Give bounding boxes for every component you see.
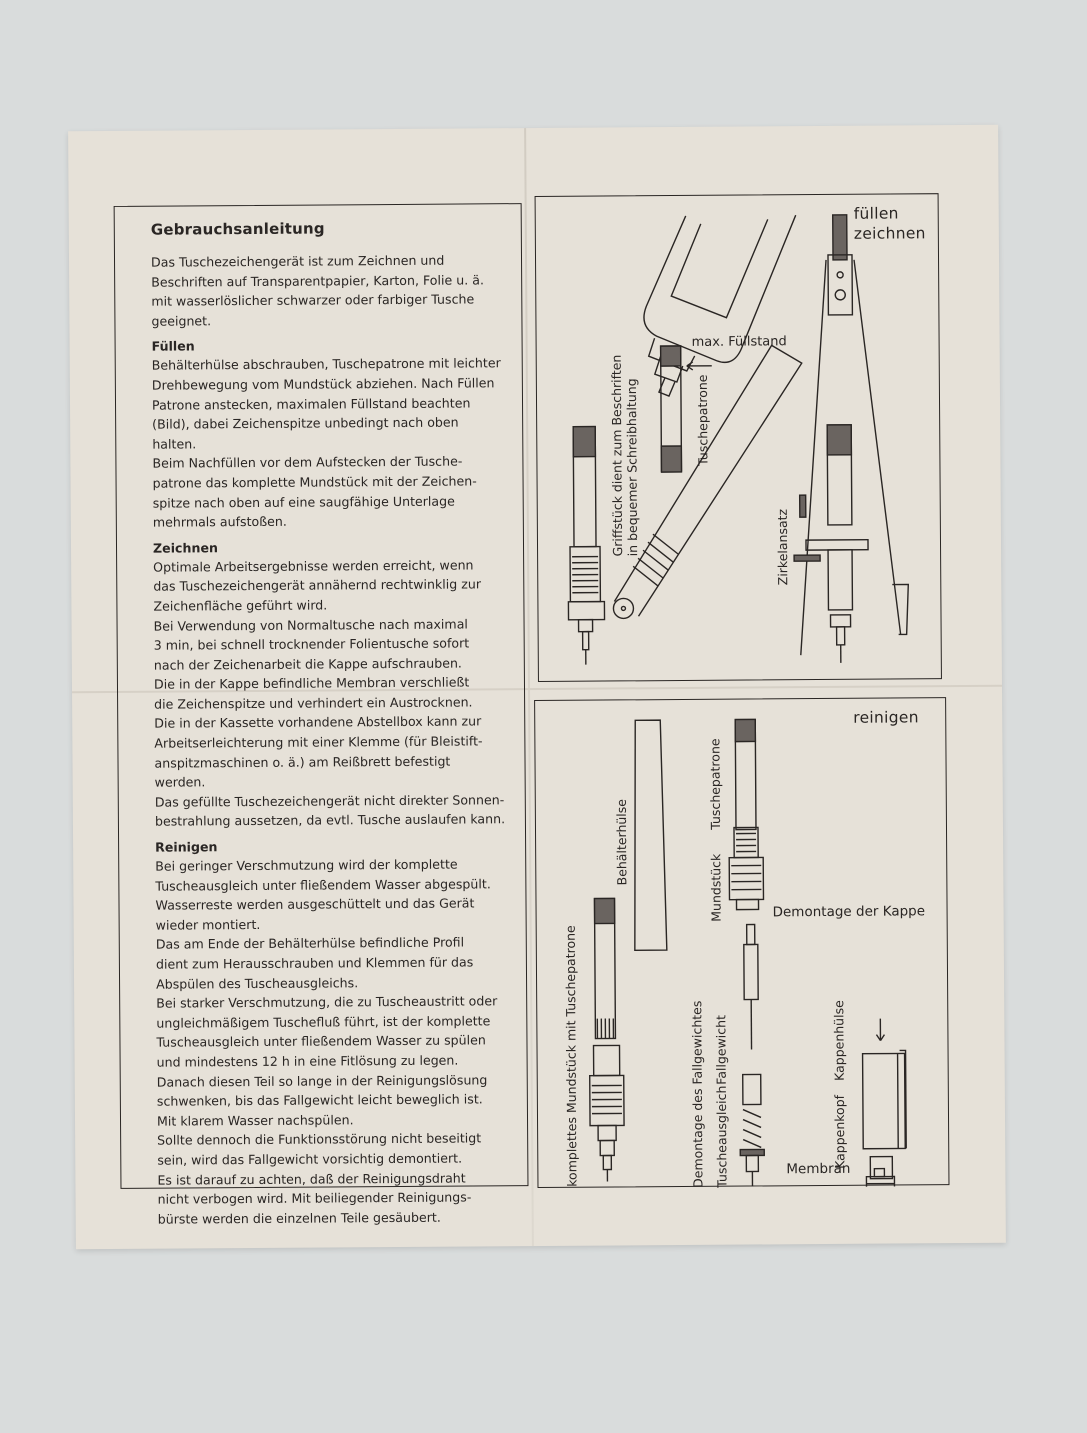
label-cartridge: Tuschepatrone: [694, 374, 711, 466]
label-cap-sleeve: Kappenhülse: [831, 1000, 847, 1081]
label-complete-mouthpiece: komplettes Mundstück mit Tuschepatrone: [562, 925, 580, 1187]
cleaning-diagram: [534, 697, 949, 1188]
label-grip-line1: Griffstück dient zum Beschriften: [608, 354, 626, 557]
instructions-textbox: [114, 203, 529, 1227]
label-weight: Fallgewicht: [713, 1015, 729, 1085]
label-compass-attachment: Zirkelansatz: [774, 508, 791, 586]
fill-draw-diagram: [535, 193, 942, 682]
section-heading-fill: Füllen: [151, 338, 195, 355]
holder-sleeve-icon: [633, 720, 667, 950]
section-heading-clean: Reinigen: [155, 839, 218, 855]
cap-parts-icon: [862, 1018, 906, 1189]
grip-pen-icon: [567, 345, 804, 665]
label-fill: füllen: [853, 204, 899, 223]
complete-mouthpiece-icon: [588, 898, 624, 1181]
label-max-fill-level: max. Füllstand: [691, 334, 787, 350]
label-clean: reinigen: [853, 708, 919, 727]
label-draw: zeichnen: [853, 224, 926, 243]
instructions-title: Gebrauchsanleitung: [150, 219, 325, 239]
section-body-clean: Bei geringer Verschmutzung wird der komplette Tuscheausgleich unter fließendem Wasser abgespült. Wasserreste werden ausgeschüttelt und das Gerät wieder montiert. Das am Ende der Behälterhülse befindliche Profil dient zum Herausschrauben und Klemmen für das Abspülen des Tuscheausgleichs. Bei starker Verschmutzung, die zu Tuscheaustritt oder ungleichmäßigem Tuschefluß führt, ist der komplette Tuscheausgleich unter fließendem Wasser zu spülen und mindestens 12 h in eine Fitlösung zu legen. Danach diesen Teil so lange in der Reinigungslösung schwenken, bis das Fallgewicht leicht beweglich ist. Mit klarem Wasser nachspülen. Sollte dennoch die Funktionsstörung nicht beseitigt sein, wird das Fallgewicht vorsichtig demontiert. Es ist darauf zu achten, daß der Reinigungsdraht nicht verbogen wird. Mit beiliegender Reinigungs- bürste werden die einzelnen Teile gesäubert.: [155, 856, 498, 1227]
label-membrane: Membran: [786, 1160, 851, 1178]
section-heading-draw: Zeichnen: [152, 539, 218, 556]
label-grip-line2: in bequemer Schreibhaltung: [623, 378, 641, 557]
mouthpiece-cartridge-icon: [728, 719, 763, 909]
label-weight-disassembly: Demontage des Fallgewichtes: [689, 1000, 706, 1188]
section-body-draw: Optimale Arbeitsergebnisse werden erreicht, wenn das Tuschezeichengerät annähernd rechtwinklig zur Zeichenfläche geführt wird. Bei Verwendung von Normaltusche nach maximal 3 min, bei schnell trocknender Folientusche sofort nach der Zeichenarbeit die Kappe aufschrauben. Die in der Kappe befindliche Membran verschließt die Zeichenspitze und verhindert ein Austrocknen. Die in der Kassette vorhandene Abstellbox kann zur Arbeitserleichterung mit einer Klemme (für Bleistift- anspitzmaschinen o. ä.) am Reißbrett befestigt werden. Das gefüllte Tuschezeichengerät nicht direkter Sonnen- bestrahlung aussetzen, da evtl. Tusche auslaufen kann.: [153, 557, 506, 830]
label-holder-sleeve: Behälterhülse: [613, 799, 630, 886]
label-mouthpiece: Mundstück: [708, 853, 724, 922]
weight-disassembly-icon: [739, 924, 765, 1186]
intro-paragraph: Das Tuschezeichengerät ist zum Zeichnen und Beschriften auf Transparentpapier, Karton, Folie u. ä. mit wasserlöslicher schwarzer oder farbiger Tusche geeignet.: [150, 252, 484, 329]
compass-icon: [792, 214, 909, 663]
fill-draw-illustration: [536, 194, 943, 683]
cleaning-illustration: [535, 698, 950, 1189]
label-cap-disassembly: Demontage der Kappe: [772, 903, 926, 921]
label-ink-compensator: Tuscheausgleich: [713, 1085, 730, 1188]
instruction-sheet: [68, 125, 1006, 1249]
label-mouthpiece-cartridge: Tuschepatrone: [707, 738, 724, 830]
ink-bottle-icon: [643, 215, 797, 396]
section-body-fill: Behälterhülse abschrauben, Tuschepatrone mit leichter Drehbewegung vom Mundstück abziehen. Nach Füllen Patrone anstecken, maximalen Füllstand beachten (Bild), dabei Zeichenspitze unbedingt nach oben halten. Beim Nachfüllen vor dem Aufstecken der Tusche- patrone das komplette Mundstück mit der Zeichen- spitze nach oben auf eine saugfähige Unterlage mehrmals aufstoßen.: [151, 355, 501, 530]
label-cap-head: Kappenkopf: [831, 1094, 848, 1169]
